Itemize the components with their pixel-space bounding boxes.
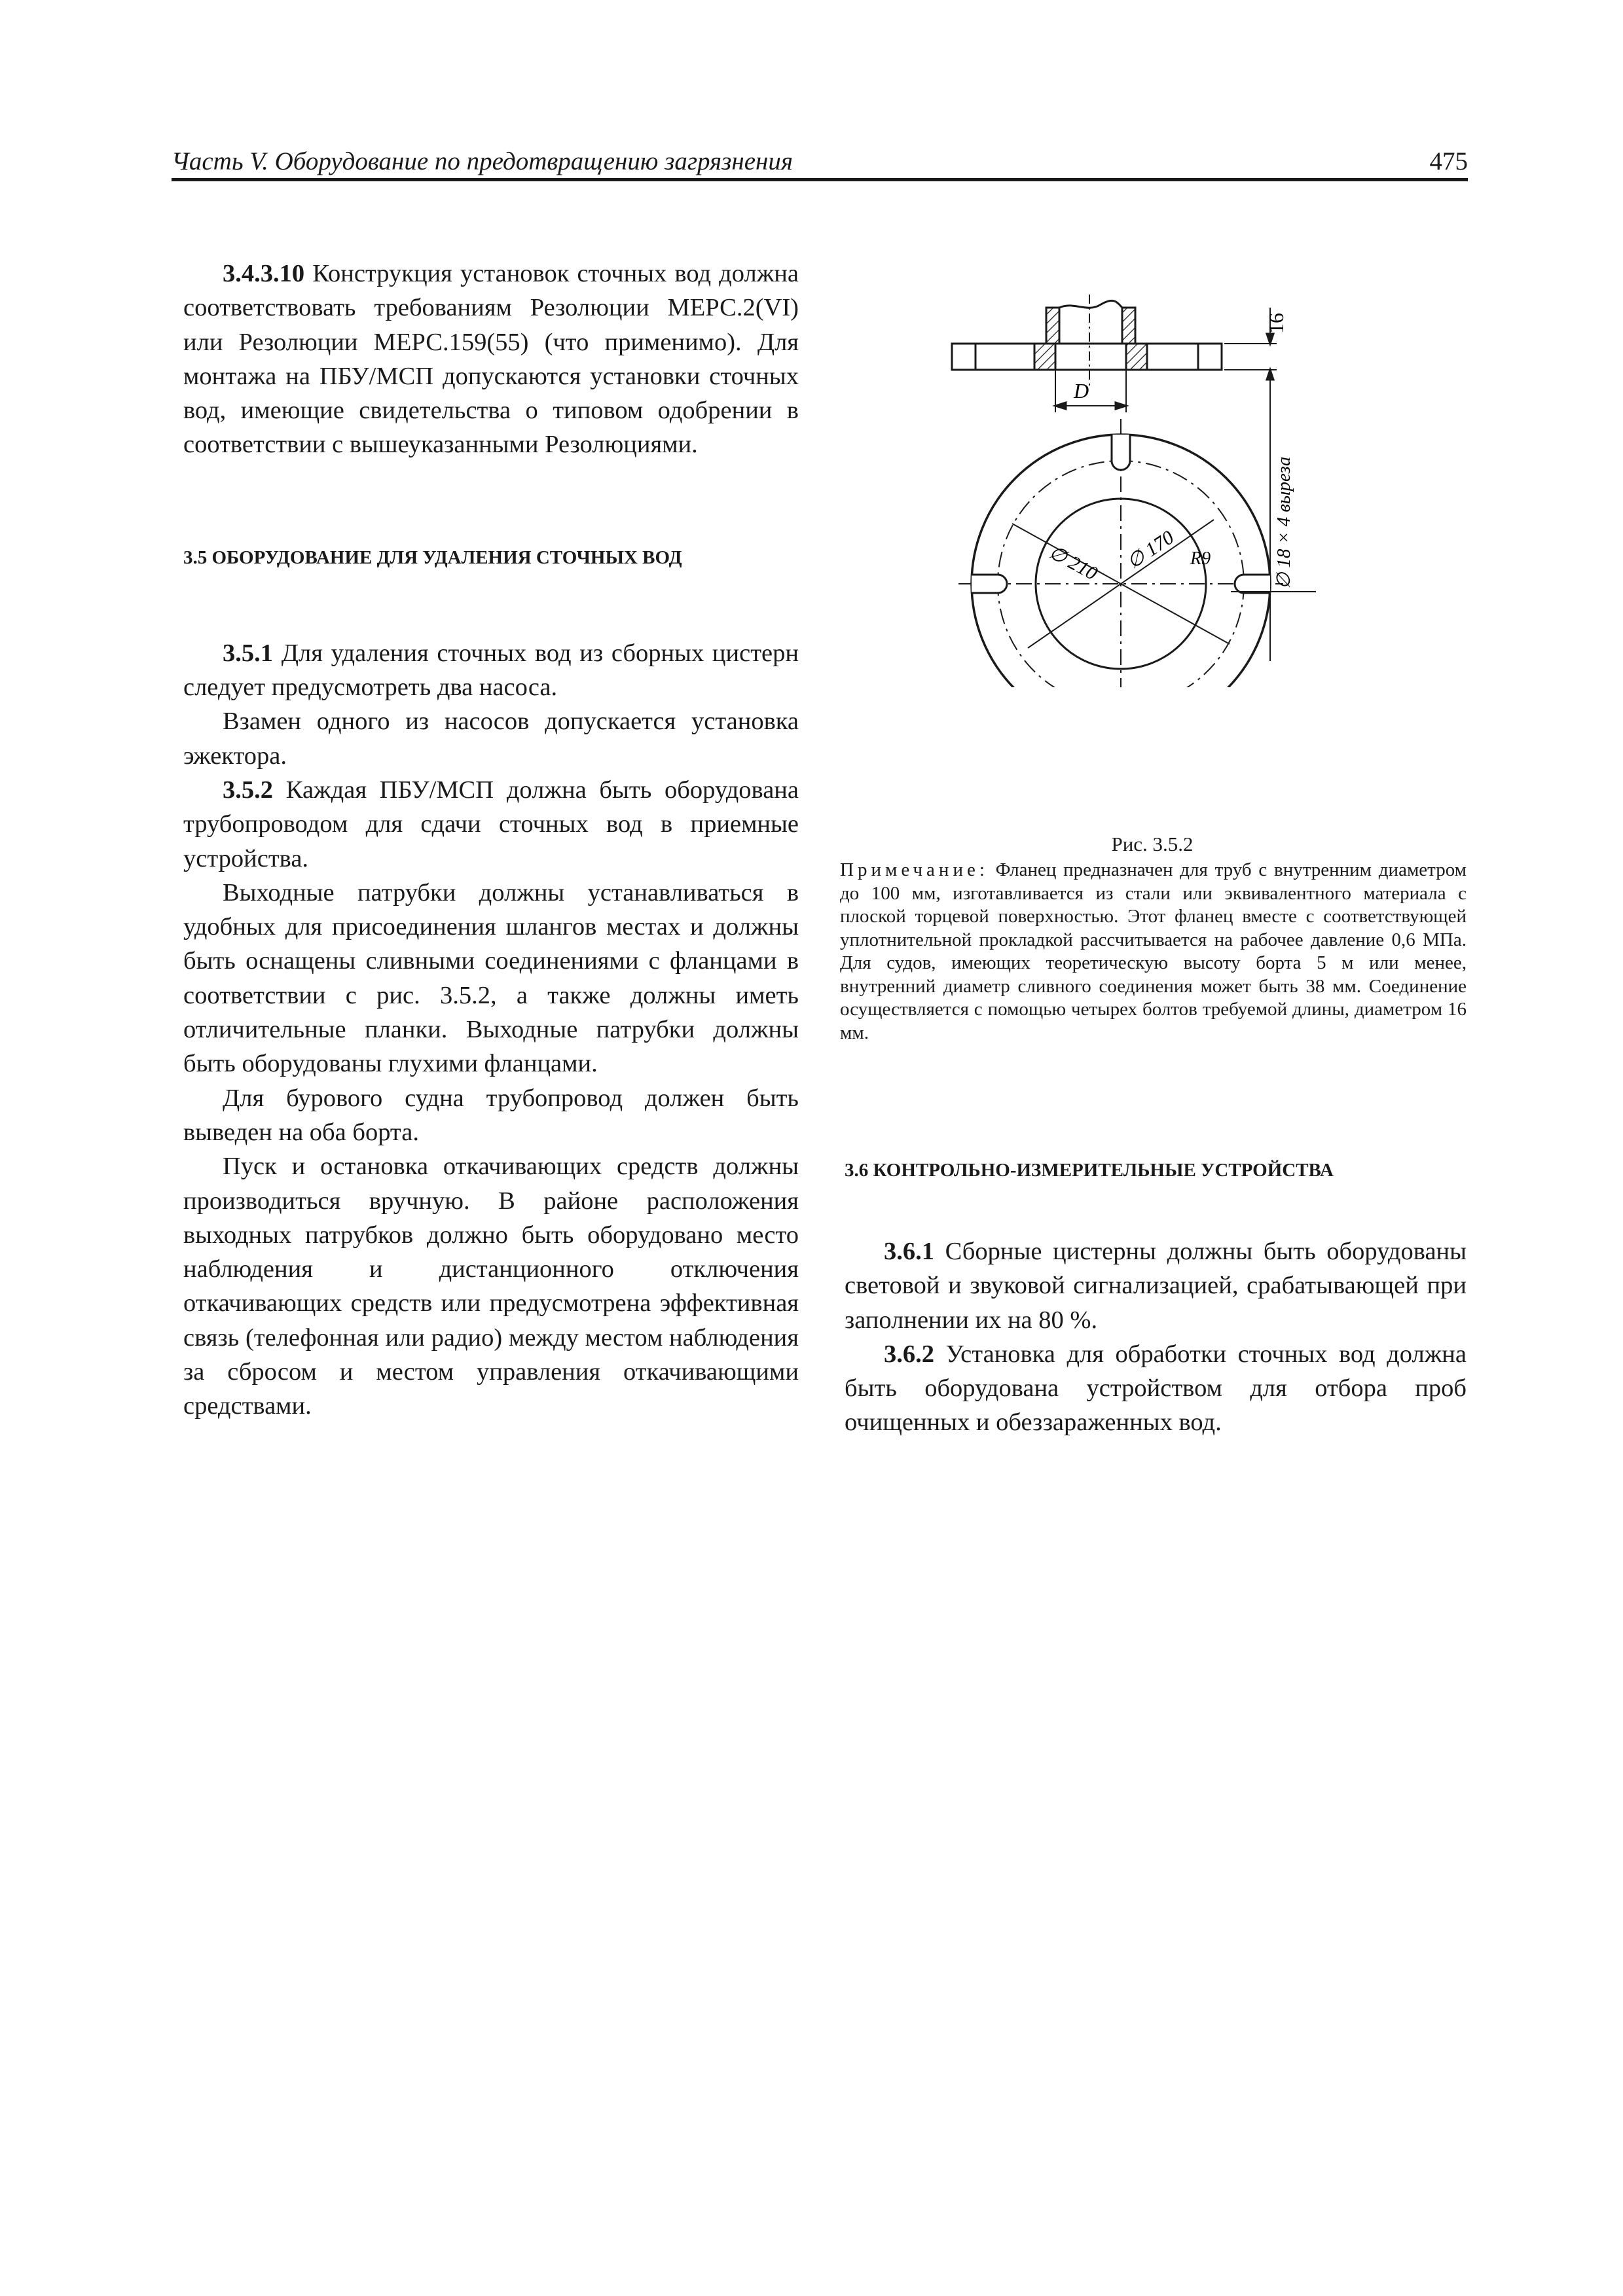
note-text: Фланец предназначен для труб с внутренним диаметром до 100 мм, изготавливается из стали или эквивалентного материала с плоской торцевой поверхностью. Этот фланец вместе с соответствующей уплотнительной прокладкой рассчитывается на рабочее давление 0,6 МПа. Для судов, имеющих теоретическую высоту борта 5 м или менее, внутренний диаметр сливного соединения может быть 38 мм. Соединение осуществляется с помощью четырех болтов требуемой длины, диаметром 16 мм. [840, 859, 1467, 1043]
figure-note [840, 859, 1467, 1045]
paragraph-3-5-1 [183, 636, 799, 705]
dim-170-label: ∅ 170 [1123, 526, 1178, 573]
dim-r9-label: R9 [1190, 548, 1211, 569]
paragraph-text: Каждая ПБУ/МСП должна быть оборудована трубопроводом для сдачи сточных вод в приемные устройства. [183, 776, 799, 872]
header-title: Часть V. Оборудование по предотвращению загрязнения [172, 147, 793, 175]
paragraph-text: Конструкция установок сточных вод должна соответствовать требованиям Резолюции МЕРС.2(VI) или Резолюции МЕРС.159(55) (что применимо). Для монтажа на ПБУ/МСП допускаются установки сточных вод, имеющие свидетельства о типовом одобрении в соответствии с вышеуказанными Резолюциями. [183, 260, 799, 459]
paragraph-text: Для удаления сточных вод из сборных цистерн следует предусмотреть два насоса. [183, 639, 799, 702]
dim-16-label: 16 [1264, 313, 1288, 334]
clause-number: 3.6.2 [884, 1340, 934, 1368]
paragraph-3-4-3-10 [183, 257, 799, 462]
clause-number: 3.4.3.10 [223, 260, 305, 287]
flange-side-view [952, 295, 1277, 661]
right-column [845, 1157, 1467, 1440]
figure-caption: Рис. 3.5.2 [1111, 833, 1194, 855]
clause-number: 3.6.1 [884, 1238, 934, 1265]
dim-d-label: D [1074, 379, 1089, 403]
paragraph-3-5-1-b: Взамен одного из насосов допускается установка эжектора. [183, 708, 799, 770]
flange-drawing [949, 281, 1355, 687]
clause-number: 3.5.2 [223, 776, 273, 804]
dim-210-label: ∅ 210 [1045, 541, 1101, 585]
running-header [172, 143, 1468, 179]
section-3-5-heading: 3.5 ОБОРУДОВАНИЕ ДЛЯ УДАЛЕНИЯ СТОЧНЫХ ВОД [183, 547, 682, 568]
header-rule [172, 178, 1468, 181]
section-3-6-heading: 3.6 КОНТРОЛЬНО-ИЗМЕРИТЕЛЬНЫЕ УСТРОЙСТВА [845, 1160, 1334, 1181]
paragraph-3-6-1 [845, 1234, 1467, 1337]
note-label: Примечание: [840, 859, 989, 880]
paragraph-text: Установка для обработки сточных вод должна быть оборудована устройством для отбора проб очищенных и обеззараженных вод. [845, 1340, 1467, 1437]
paragraph-text: Сборные цистерны должны быть оборудованы световой и звуковой сигнализацией, срабатывающей при заполнении их на 80 %. [845, 1238, 1467, 1334]
paragraph-3-5-2-b: Выходные патрубки должны устанавливаться в удобных для присоединения шлангов местах и должны быть оснащены сливными соединениями с фланцами в соответствии с рис. 3.5.2, а также должны иметь отличительные планки. Выходные патрубки должны быть оборудованы глухими фланцами. [183, 878, 799, 1078]
left-column [183, 257, 799, 1424]
paragraph-3-5-2-d: Пуск и остановка откачивающих средств должны производиться вручную. В районе расположения выходных патрубков должно быть оборудовано место наблюдения и дистанционного отключения откачивающих средств или предусмотрена эффективная связь (телефонная или радио) между местом наблюдения за сбросом и местом управления откачивающими средствами. [183, 1153, 799, 1420]
paragraph-3-5-2 [183, 773, 799, 876]
paragraph-3-6-2 [845, 1337, 1467, 1440]
dim-cutouts-label: ∅ 18 × 4 выреза [1273, 456, 1294, 589]
flange-drawing-svg [949, 281, 1355, 687]
clause-number: 3.5.1 [223, 639, 273, 667]
page-number: 475 [1429, 147, 1468, 175]
paragraph-3-5-2-c: Для бурового судна трубопровод должен быть выведен на оба борта. [183, 1084, 799, 1146]
